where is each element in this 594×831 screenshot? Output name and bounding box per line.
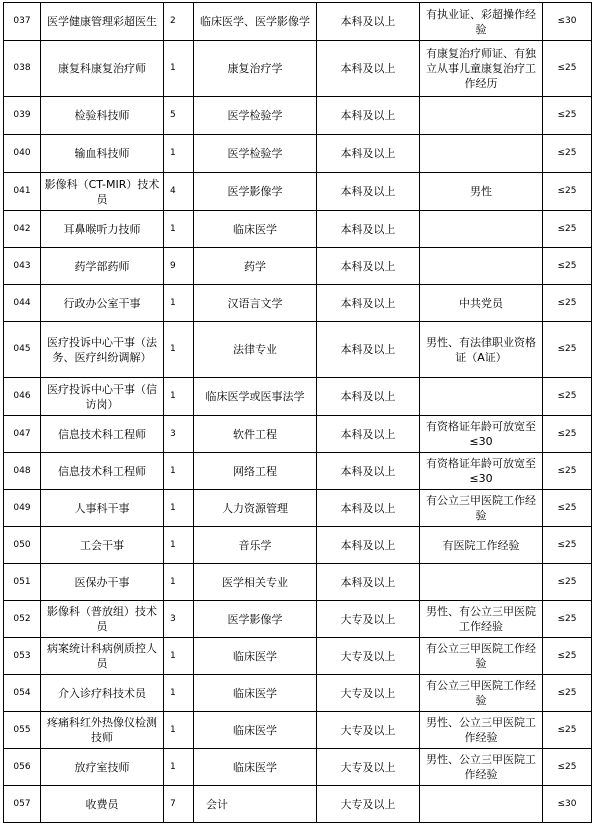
cell-education: 本科及以上 [317,527,420,564]
cell-other-requirements: 有医院工作经验 [420,527,543,564]
recruitment-table [3,2,592,823]
cell-education: 大专及以上 [317,786,420,823]
table-body [4,3,592,823]
cell-position: 放疗室技师 [41,749,164,786]
table-row [4,675,592,712]
cell-major: 医学检验学 [194,135,317,173]
cell-position: 医学健康管理彩超医生 [41,3,164,41]
cell-position: 药学部药师 [41,248,164,285]
cell-position: 信息技术科工程师 [41,416,164,453]
cell-position: 医疗投诉中心干事（信访岗） [41,378,164,416]
cell-number: 047 [4,416,41,453]
cell-age: ≤25 [543,248,592,285]
cell-age: ≤25 [543,97,592,135]
cell-major: 会计 [194,786,317,823]
cell-position: 疼痛科红外热像仪检测技师 [41,712,164,749]
cell-education: 本科及以上 [317,173,420,211]
table-row [4,638,592,675]
cell-education: 大专及以上 [317,675,420,712]
table-row [4,41,592,97]
cell-number: 056 [4,749,41,786]
cell-other-requirements [420,97,543,135]
cell-count: 1 [164,285,194,322]
cell-position: 医疗投诉中心干事（法务、医疗纠纷调解） [41,322,164,378]
cell-position: 医保办干事 [41,564,164,601]
cell-age: ≤30 [543,786,592,823]
table-row [4,712,592,749]
cell-count: 1 [164,527,194,564]
cell-count: 3 [164,416,194,453]
cell-age: ≤25 [543,211,592,248]
cell-count: 1 [164,712,194,749]
cell-number: 052 [4,601,41,638]
cell-count: 1 [164,378,194,416]
cell-education: 本科及以上 [317,416,420,453]
cell-position: 检验科技师 [41,97,164,135]
cell-number: 055 [4,712,41,749]
cell-education: 大专及以上 [317,712,420,749]
cell-education: 本科及以上 [317,135,420,173]
cell-count: 3 [164,601,194,638]
cell-education: 本科及以上 [317,41,420,97]
cell-other-requirements: 有资格证年龄可放宽至≤30 [420,453,543,490]
cell-other-requirements: 中共党员 [420,285,543,322]
cell-count: 7 [164,786,194,823]
table-row [4,527,592,564]
cell-education: 大专及以上 [317,749,420,786]
cell-major: 医学检验学 [194,97,317,135]
cell-position: 输血科技师 [41,135,164,173]
cell-other-requirements: 男性 [420,173,543,211]
cell-number: 050 [4,527,41,564]
cell-count: 1 [164,135,194,173]
cell-number: 039 [4,97,41,135]
cell-other-requirements [420,378,543,416]
cell-other-requirements [420,564,543,601]
cell-position: 行政办公室干事 [41,285,164,322]
cell-other-requirements: 有公立三甲医院工作经验 [420,490,543,527]
cell-major: 医学影像学 [194,601,317,638]
cell-number: 037 [4,3,41,41]
cell-major: 临床医学、医学影像学 [194,3,317,41]
cell-count: 1 [164,322,194,378]
cell-age: ≤25 [543,638,592,675]
cell-age: ≤25 [543,749,592,786]
table-row [4,490,592,527]
cell-major: 音乐学 [194,527,317,564]
cell-education: 本科及以上 [317,97,420,135]
cell-major: 临床医学 [194,675,317,712]
cell-other-requirements: 男性、公立三甲医院工作经验 [420,712,543,749]
cell-education: 本科及以上 [317,378,420,416]
cell-position: 收费员 [41,786,164,823]
cell-position: 介入诊疗科技术员 [41,675,164,712]
cell-education: 本科及以上 [317,564,420,601]
cell-position: 影像科（普放组）技术员 [41,601,164,638]
cell-count: 1 [164,41,194,97]
cell-other-requirements: 有康复治疗师证、有独立从事儿童康复治疗工作经历 [420,41,543,97]
cell-position: 信息技术科工程师 [41,453,164,490]
cell-age: ≤25 [543,416,592,453]
cell-age: ≤25 [543,322,592,378]
cell-number: 044 [4,285,41,322]
cell-number: 051 [4,564,41,601]
cell-education: 本科及以上 [317,248,420,285]
cell-education: 本科及以上 [317,285,420,322]
cell-number: 043 [4,248,41,285]
cell-count: 1 [164,564,194,601]
cell-major: 网络工程 [194,453,317,490]
cell-education: 本科及以上 [317,211,420,248]
cell-age: ≤25 [543,285,592,322]
cell-age: ≤25 [543,173,592,211]
cell-other-requirements: 男性、有公立三甲医院工作经验 [420,601,543,638]
cell-education: 本科及以上 [317,490,420,527]
cell-count: 1 [164,675,194,712]
cell-major: 临床医学 [194,211,317,248]
cell-number: 042 [4,211,41,248]
table-row [4,601,592,638]
cell-other-requirements: 有公立三甲医院工作经验 [420,638,543,675]
cell-number: 049 [4,490,41,527]
cell-major: 临床医学 [194,638,317,675]
table-row [4,322,592,378]
table-row [4,378,592,416]
cell-other-requirements: 男性、有法律职业资格证（A证） [420,322,543,378]
cell-other-requirements [420,211,543,248]
cell-position: 耳鼻喉听力技师 [41,211,164,248]
cell-count: 9 [164,248,194,285]
cell-education: 本科及以上 [317,453,420,490]
cell-other-requirements [420,135,543,173]
cell-number: 046 [4,378,41,416]
cell-age: ≤25 [543,135,592,173]
cell-major: 医学相关专业 [194,564,317,601]
cell-age: ≤30 [543,3,592,41]
cell-education: 大专及以上 [317,638,420,675]
cell-position: 人事科干事 [41,490,164,527]
cell-other-requirements [420,248,543,285]
cell-major: 临床医学或医事法学 [194,378,317,416]
cell-position: 康复科康复治疗师 [41,41,164,97]
cell-number: 038 [4,41,41,97]
cell-education: 本科及以上 [317,322,420,378]
table-row [4,211,592,248]
cell-major: 药学 [194,248,317,285]
cell-major: 汉语言文学 [194,285,317,322]
cell-number: 045 [4,322,41,378]
cell-major: 法律专业 [194,322,317,378]
table-row [4,173,592,211]
cell-age: ≤25 [543,601,592,638]
cell-number: 054 [4,675,41,712]
cell-age: ≤25 [543,490,592,527]
table-row [4,97,592,135]
cell-age: ≤25 [543,675,592,712]
cell-major: 临床医学 [194,749,317,786]
cell-major: 软件工程 [194,416,317,453]
cell-other-requirements: 有资格证年龄可放宽至≤30 [420,416,543,453]
cell-age: ≤25 [543,564,592,601]
table-row [4,453,592,490]
table-row [4,749,592,786]
cell-major: 临床医学 [194,712,317,749]
cell-other-requirements: 有公立三甲医院工作经验 [420,675,543,712]
cell-age: ≤25 [543,378,592,416]
cell-major: 医学影像学 [194,173,317,211]
cell-count: 2 [164,3,194,41]
cell-count: 1 [164,749,194,786]
cell-number: 057 [4,786,41,823]
cell-education: 大专及以上 [317,601,420,638]
table-row [4,416,592,453]
cell-count: 1 [164,490,194,527]
table-row [4,3,592,41]
cell-other-requirements [420,786,543,823]
table-row [4,135,592,173]
cell-age: ≤25 [543,527,592,564]
cell-education: 本科及以上 [317,3,420,41]
cell-count: 1 [164,211,194,248]
cell-position: 病案统计科病例质控人员 [41,638,164,675]
table-row [4,248,592,285]
table-row [4,786,592,823]
cell-count: 4 [164,173,194,211]
cell-number: 041 [4,173,41,211]
cell-other-requirements: 男性、公立三甲医院工作经验 [420,749,543,786]
cell-major: 人力资源管理 [194,490,317,527]
cell-age: ≤25 [543,453,592,490]
cell-major: 康复治疗学 [194,41,317,97]
cell-number: 053 [4,638,41,675]
table-row [4,564,592,601]
cell-other-requirements: 有执业证、彩超操作经验 [420,3,543,41]
cell-count: 5 [164,97,194,135]
cell-number: 040 [4,135,41,173]
cell-age: ≤25 [543,712,592,749]
table-row [4,285,592,322]
cell-count: 1 [164,638,194,675]
cell-position: 工会干事 [41,527,164,564]
cell-number: 048 [4,453,41,490]
cell-position: 影像科（CT-MIR）技术员 [41,173,164,211]
cell-count: 1 [164,453,194,490]
cell-age: ≤25 [543,41,592,97]
